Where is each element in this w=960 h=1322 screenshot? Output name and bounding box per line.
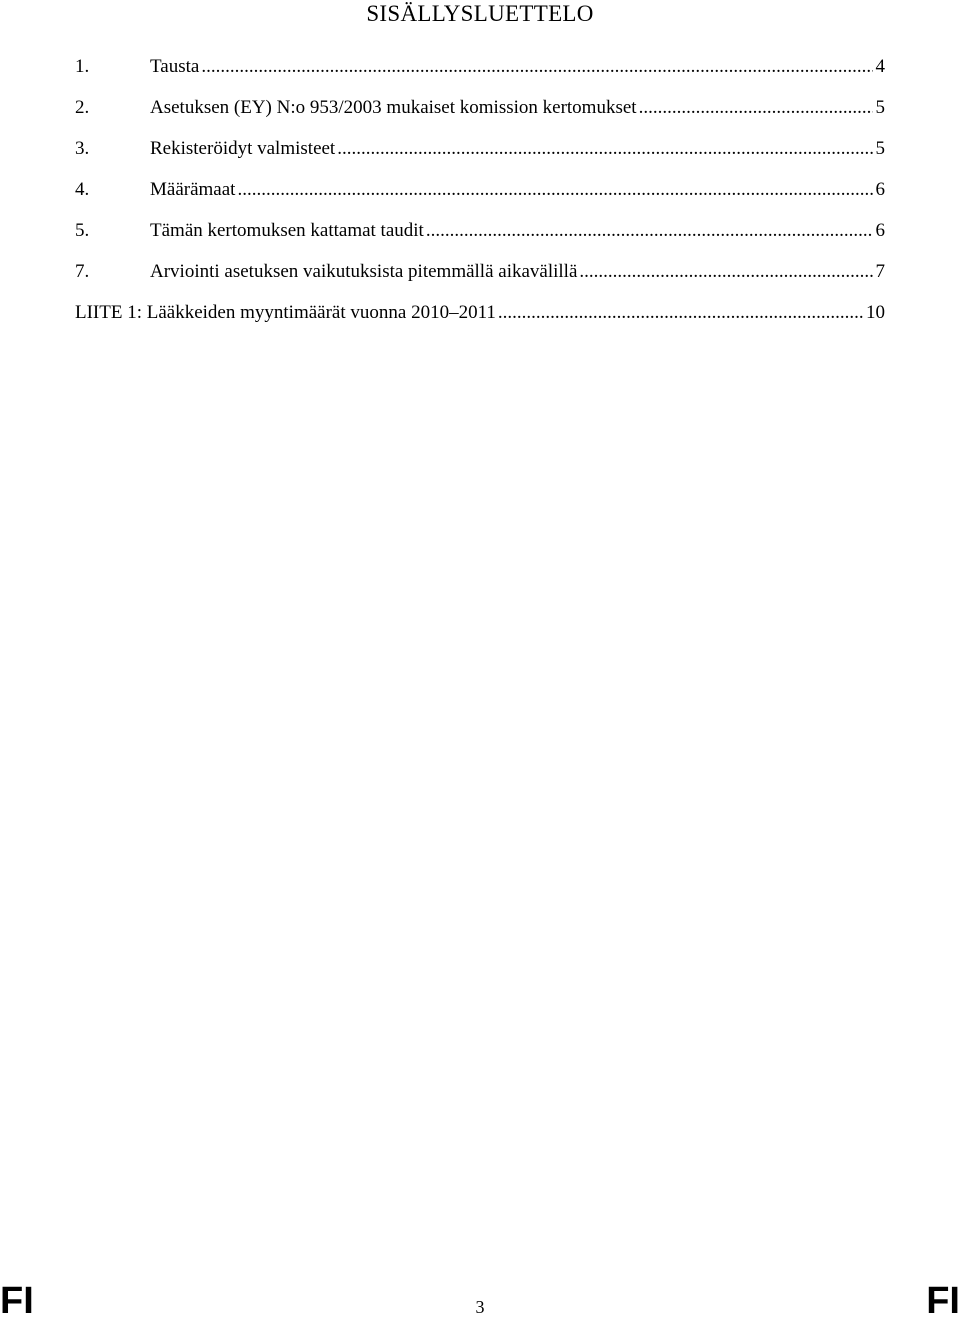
toc-entry-page: 10 xyxy=(866,302,885,323)
toc-entry-number: 3. xyxy=(75,138,90,159)
toc-entry-page: 6 xyxy=(875,220,885,241)
toc-entry-label: Tausta xyxy=(150,56,200,77)
toc-entry-number: 2. xyxy=(75,97,90,118)
toc-entry-label: Asetuksen (EY) N:o 953/2003 mukaiset komission kertomukset xyxy=(150,97,637,118)
toc-entry[interactable] xyxy=(75,178,885,219)
toc-entry-page: 5 xyxy=(875,138,885,159)
toc-entry-page: 4 xyxy=(875,56,885,77)
toc-entry-page: 6 xyxy=(875,179,885,200)
toc-entry-number: 5. xyxy=(75,220,90,241)
toc-dot-leader xyxy=(498,301,863,325)
toc-entry-annex[interactable] xyxy=(75,301,885,342)
toc-dot-leader xyxy=(639,96,873,120)
page-number: 3 xyxy=(475,1297,485,1317)
page-footer xyxy=(0,1282,960,1320)
toc-dot-leader xyxy=(579,260,872,284)
toc-entry[interactable] xyxy=(75,55,885,96)
toc-entry-number: 7. xyxy=(75,261,90,282)
toc-entry-label: Määrämaat xyxy=(150,179,236,200)
page-title: SISÄLLYSLUETTELO xyxy=(366,1,594,26)
toc-dot-leader xyxy=(426,219,873,243)
toc-entry[interactable] xyxy=(75,137,885,178)
toc-entry-label: Rekisteröidyt valmisteet xyxy=(150,138,336,159)
toc-entry-label: Tämän kertomuksen kattamat taudit xyxy=(150,220,424,241)
toc-entry-number: 1. xyxy=(75,56,90,77)
toc-entry[interactable] xyxy=(75,260,885,301)
language-code-left: FI xyxy=(0,1280,34,1322)
toc-entry[interactable] xyxy=(75,219,885,260)
toc-entry-number: 4. xyxy=(75,179,90,200)
toc-entry-page: 7 xyxy=(875,261,885,282)
toc-entry-page: 5 xyxy=(875,97,885,118)
language-code-right: FI xyxy=(926,1280,960,1322)
toc-entry-label: LIITE 1: Lääkkeiden myyntimäärät vuonna 2010–2011 xyxy=(75,302,496,323)
table-of-contents xyxy=(75,55,885,342)
toc-dot-leader xyxy=(201,55,872,79)
toc-dot-leader xyxy=(237,178,872,202)
toc-entry[interactable] xyxy=(75,96,885,137)
toc-dot-leader xyxy=(337,137,872,161)
toc-entry-label: Arviointi asetuksen vaikutuksista pitemmällä aikavälillä xyxy=(150,261,578,282)
